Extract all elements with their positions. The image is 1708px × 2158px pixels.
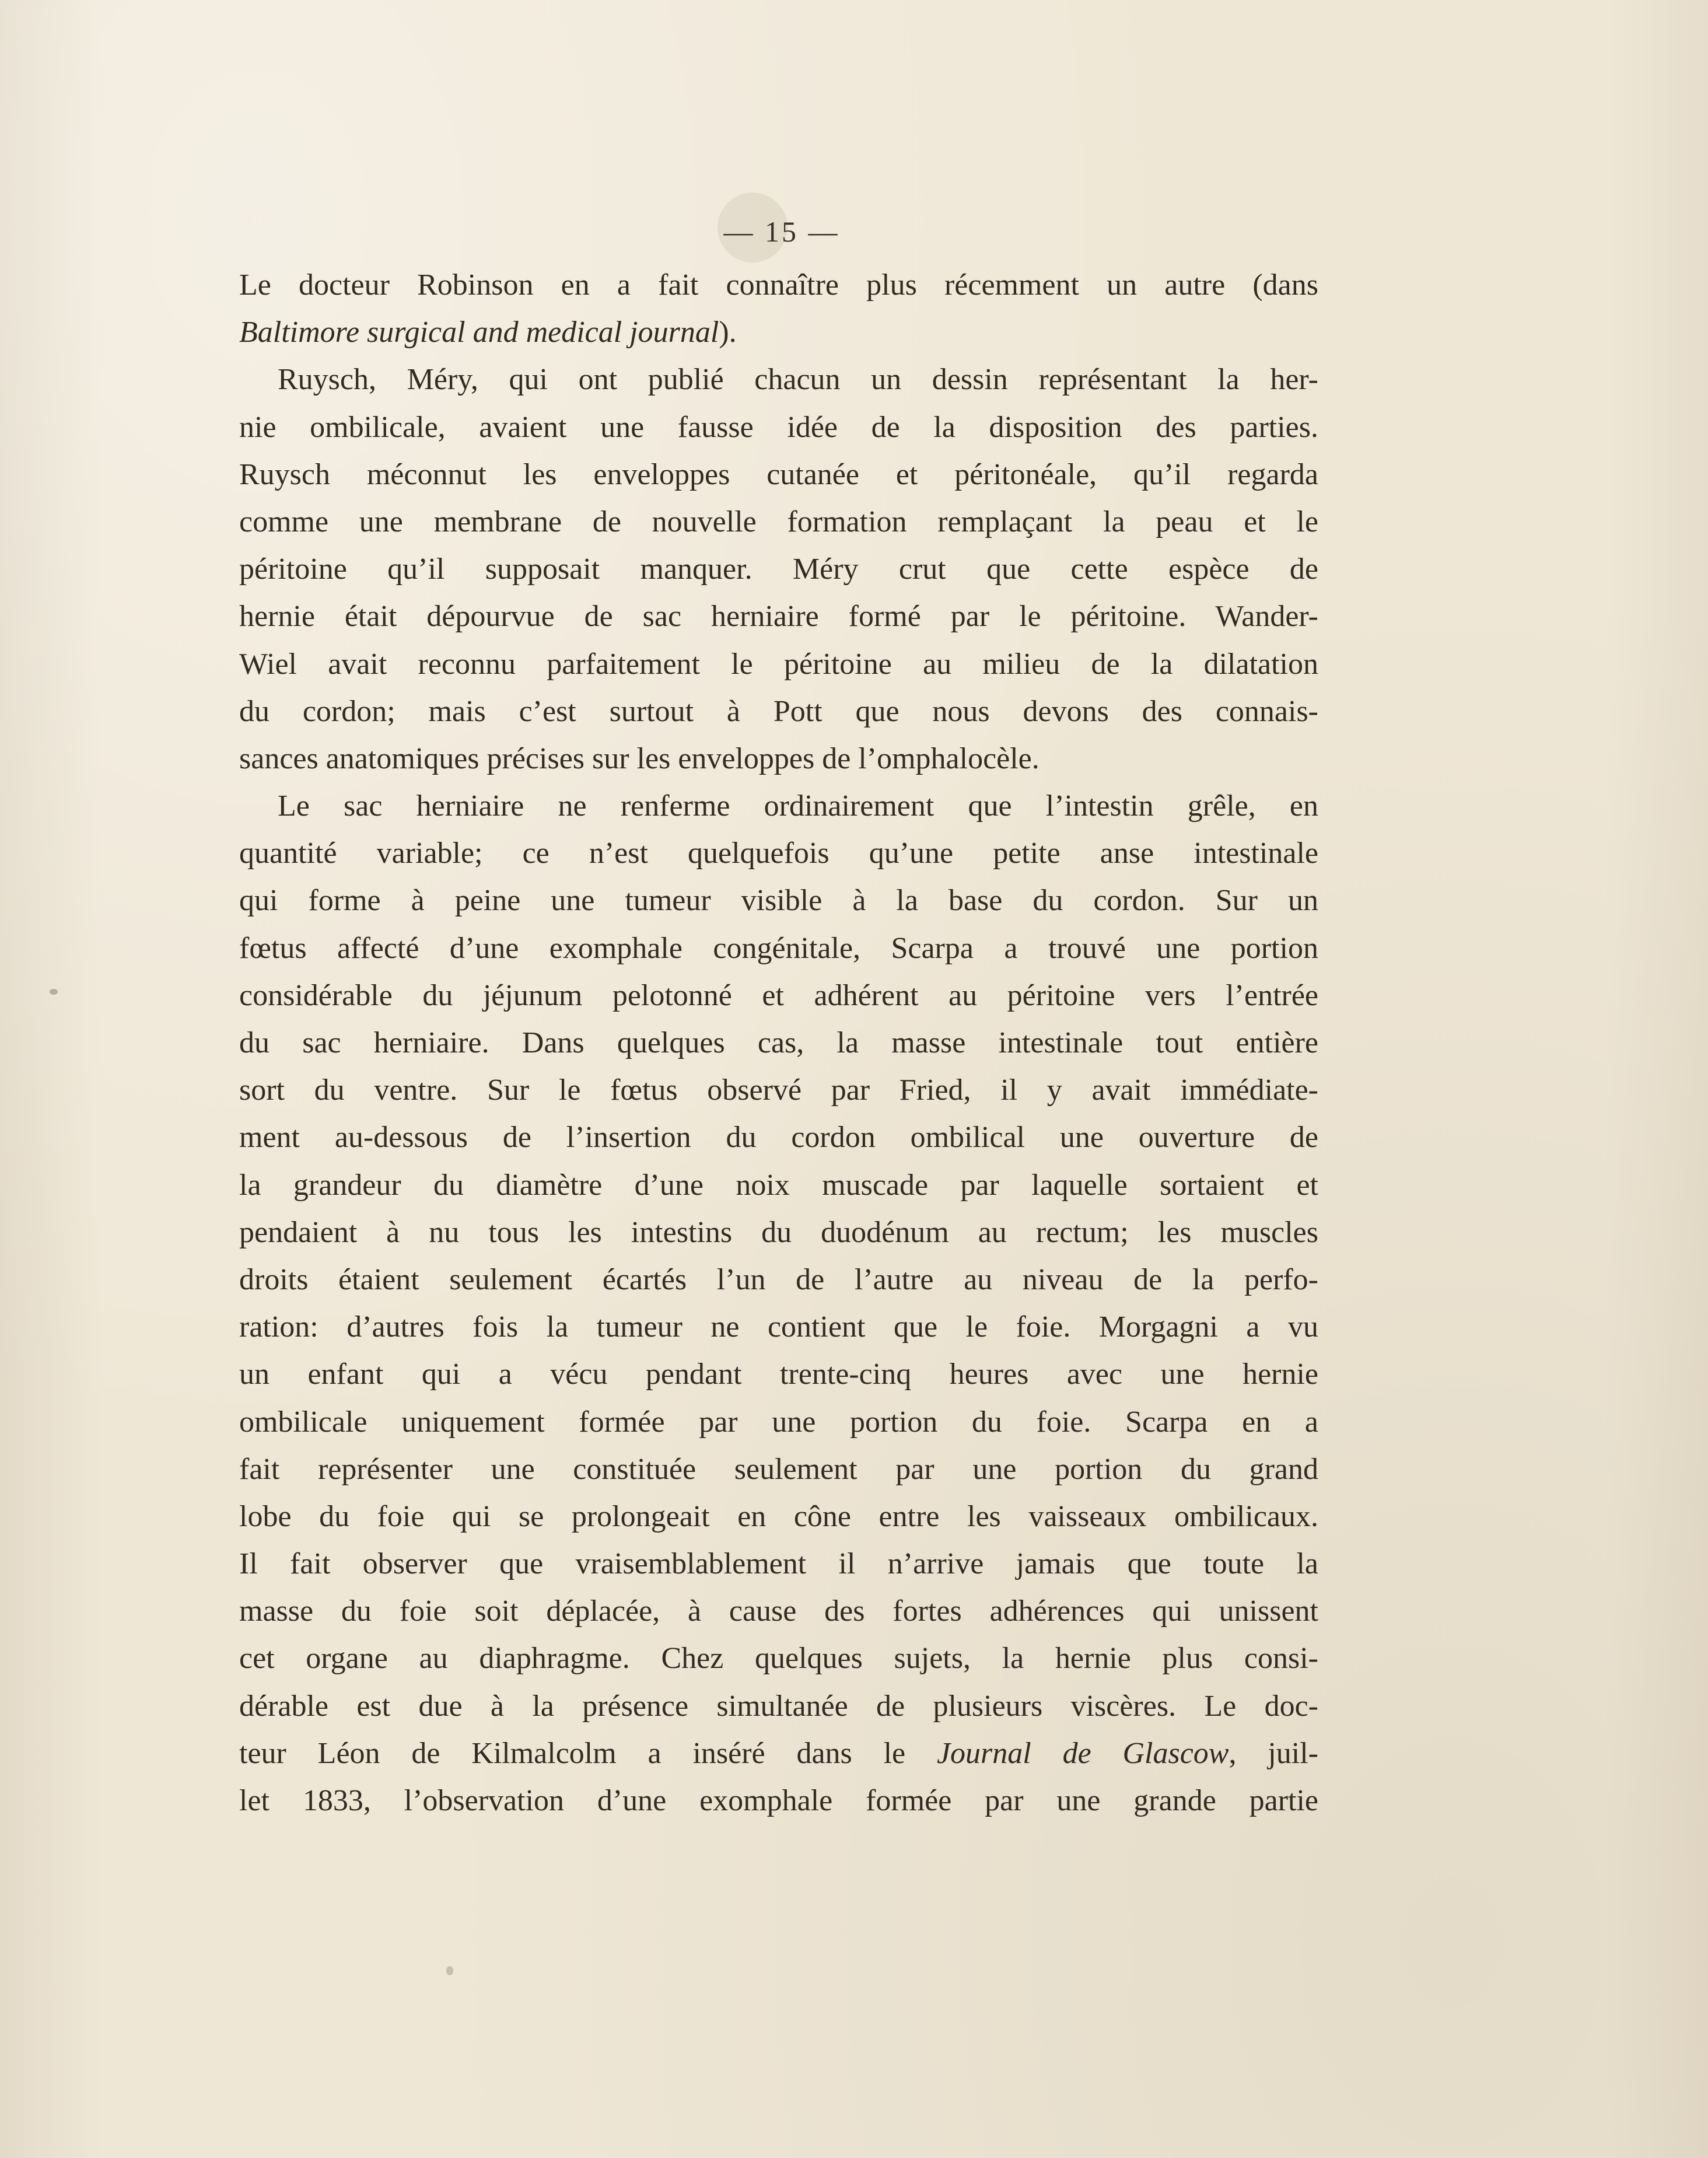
text-line: hernie était dépourvue de sac herniaire formé par le péritoine. Wander- — [239, 600, 1318, 634]
text-line: Le sac herniaire ne renferme ordinairement que l’intestin grêle, en — [278, 789, 1318, 823]
text-line: fait représenter une constituée seulement par une portion du grand — [239, 1452, 1318, 1486]
page-number: — 15 — — [723, 215, 840, 248]
text-line: comme une membrane de nouvelle formation remplaçant la peau et le — [239, 505, 1318, 538]
text-line: ombilicale uniquement formée par une portion du foie. Scarpa en a — [239, 1405, 1318, 1439]
text-line: qui forme à peine une tumeur visible à la base du cordon. Sur un — [239, 884, 1318, 918]
text-line: la grandeur du diamètre d’une noix muscade par laquelle sortaient et — [239, 1168, 1318, 1202]
text-line: Ruysch méconnut les enveloppes cutanée et péritonéale, qu’il regarda — [239, 457, 1318, 491]
text-line: quantité variable; ce n’est quelquefois qu’une petite anse intestinale — [239, 837, 1318, 870]
text-line: Il fait observer que vraisemblablement il n’arrive jamais que toute la — [239, 1547, 1318, 1581]
text-segment: , juil- — [1228, 1736, 1318, 1770]
text-line: Wiel avait reconnu parfaitement le péritoine au milieu de la dilatation — [239, 647, 1318, 681]
body-text — [239, 261, 1318, 1824]
text-segment: teur Léon de Kilmalcolm a inséré dans le — [239, 1736, 937, 1770]
text-line: péritoine qu’il supposait manquer. Méry crut que cette espèce de — [239, 552, 1318, 586]
text-line: du cordon; mais c’est surtout à Pott que nous devons des connais- — [239, 694, 1318, 728]
text-line: considérable du jéjunum pelotonné et adhérent au péritoine vers l’entrée — [239, 978, 1318, 1012]
text-line — [239, 309, 1318, 356]
italic-title: Baltimore surgical and medical journal — [239, 316, 719, 349]
paper-stain — [50, 989, 58, 995]
text-line: un enfant qui a vécu pendant trente-cinq heures avec une hernie — [239, 1358, 1318, 1391]
text-line: fœtus affecté d’une exomphale congénitale, Scarpa a trouvé une portion — [239, 931, 1318, 965]
text-line: ment au-dessous de l’insertion du cordon ombilical une ouverture de — [239, 1121, 1318, 1155]
text-line: nie ombilicale, avaient une fausse idée de la disposition des parties. — [239, 410, 1318, 444]
text-segment: ). — [719, 316, 737, 349]
text-line: du sac herniaire. Dans quelques cas, la masse intestinale tout entière — [239, 1026, 1318, 1059]
paper-stain — [446, 1966, 453, 1975]
text-line: Ruysch, Méry, qui ont publié chacun un dessin représentant la her- — [278, 363, 1318, 397]
text-line: sort du ventre. Sur le fœtus observé par Fried, il y avait immédiate- — [239, 1073, 1318, 1107]
text-line: pendaient à nu tous les intestins du duodénum au rectum; les muscles — [239, 1215, 1318, 1249]
text-line: ration: d’autres fois la tumeur ne contient que le foie. Morgagni a vu — [239, 1310, 1318, 1344]
text-line: Le docteur Robinson en a fait connaître plus récemment un autre (dans — [239, 268, 1318, 302]
text-line: droits étaient seulement écartés l’un de l’autre au niveau de la perfo- — [239, 1262, 1318, 1296]
italic-title: Journal de Glascow — [936, 1736, 1229, 1770]
text-line: cet organe au diaphragme. Chez quelques sujets, la hernie plus consi- — [239, 1642, 1318, 1676]
text-line: sances anatomiques précises sur les enveloppes de l’omphalocèle. — [239, 742, 1040, 775]
text-line — [239, 1730, 1318, 1777]
text-line: masse du foie soit déplacée, à cause des fortes adhérences qui unissent — [239, 1594, 1318, 1628]
text-line: dérable est due à la présence simultanée de plusieurs viscères. Le doc- — [239, 1689, 1318, 1723]
text-line: let 1833, l’observation d’une exomphale formée par une grande partie — [239, 1784, 1318, 1817]
text-line: lobe du foie qui se prolongeait en cône entre les vaisseaux ombilicaux. — [239, 1499, 1318, 1533]
